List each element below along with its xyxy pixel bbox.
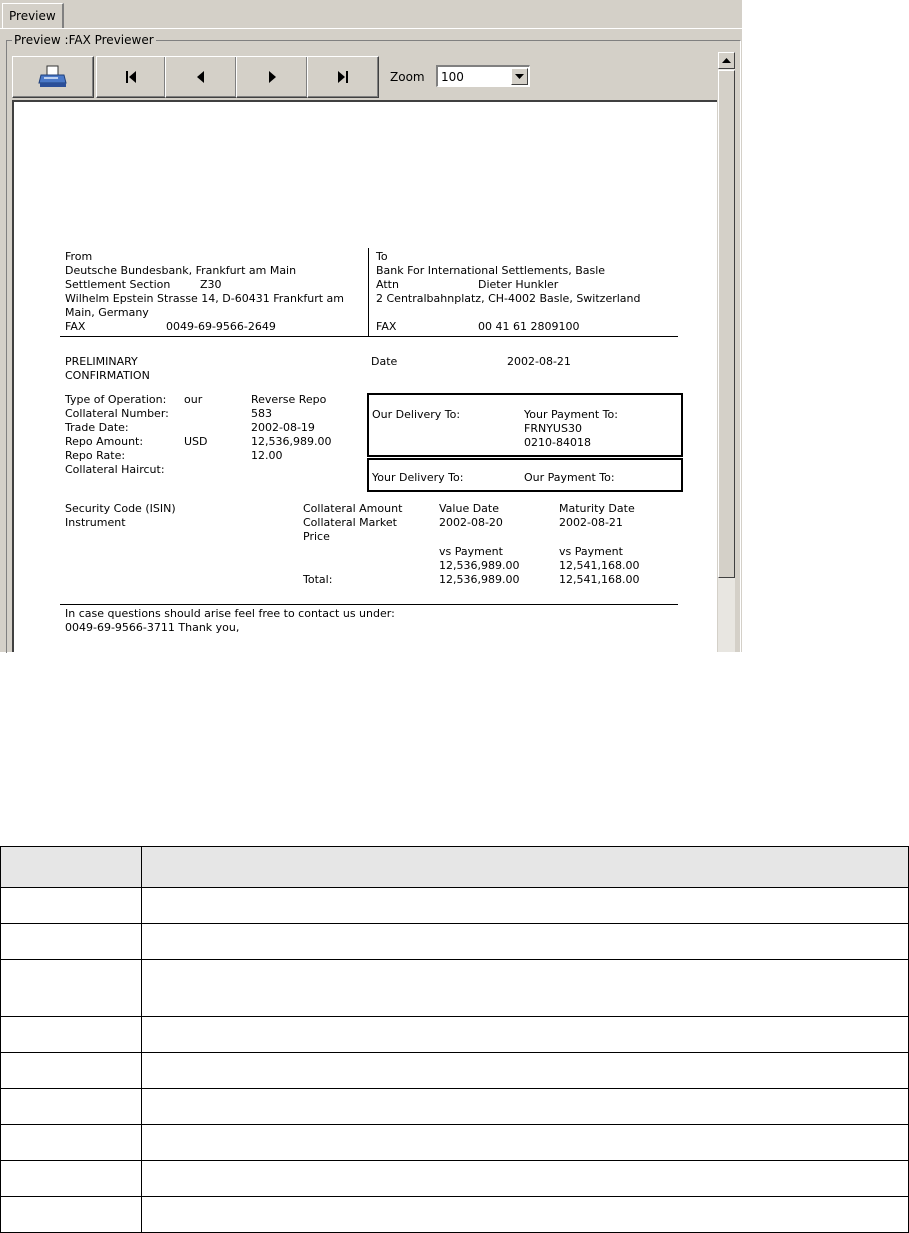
footer-rule <box>60 604 678 605</box>
zoom-dropdown-button[interactable] <box>511 68 528 85</box>
to-heading: To <box>376 250 388 263</box>
chevron-down-icon <box>515 74 524 80</box>
isin-label: Security Code (ISIN) <box>65 502 176 515</box>
from-line1: Deutsche Bundesbank, Frankfurt am Main <box>65 264 297 277</box>
value-date-label: Value Date <box>439 502 499 515</box>
op-sub: our <box>184 393 203 406</box>
skip-last-icon <box>336 70 350 84</box>
table-row <box>1 960 909 1017</box>
vs-payment-2: vs Payment <box>559 545 623 558</box>
payment-line2: 0210-84018 <box>524 436 591 449</box>
tab-strip <box>0 0 742 29</box>
our-delivery-label: Our Delivery To: <box>372 408 461 421</box>
to-fax-label: FAX <box>376 320 397 333</box>
total-1: 12,536,989.00 <box>439 573 520 586</box>
table-row <box>1 1089 909 1125</box>
title-line1: PRELIMINARY <box>65 355 138 368</box>
from-section-value: Z30 <box>200 278 222 291</box>
our-payment-label: Our Payment To: <box>524 471 615 484</box>
header-rule <box>60 336 678 337</box>
value-date: 2002-08-20 <box>439 516 503 529</box>
table-cell <box>142 1017 909 1053</box>
table-cell <box>1 888 142 924</box>
op-label: Type of Operation: <box>65 393 167 406</box>
total-label: Total: <box>303 573 333 586</box>
your-delivery-label: Your Delivery To: <box>372 471 464 484</box>
from-line3: Wilhelm Epstein Strasse 14, D-60431 Frankfurt am <box>65 292 344 305</box>
table-cell <box>142 1161 909 1197</box>
table-cell <box>1 1089 142 1125</box>
skip-first-icon <box>124 70 138 84</box>
arrow-up-icon <box>722 58 731 64</box>
scroll-up-button[interactable] <box>718 52 735 69</box>
trade-label: Trade Date: <box>65 421 129 434</box>
coll-market-label: Collateral Market <box>303 516 397 529</box>
amount-ccy: USD <box>184 435 208 448</box>
total-2: 12,541,168.00 <box>559 573 640 586</box>
footer-line1: In case questions should arise feel free to contact us under: <box>65 607 395 620</box>
table-cell <box>1 1161 142 1197</box>
description-table <box>0 846 909 1233</box>
payment-line1: FRNYUS30 <box>524 422 582 435</box>
to-fax-value: 00 41 61 2809100 <box>478 320 580 333</box>
haircut-label: Collateral Haircut: <box>65 463 165 476</box>
table-row <box>1 1017 909 1053</box>
date-label: Date <box>371 355 398 368</box>
amount-label: Repo Amount: <box>65 435 144 448</box>
table-row <box>1 1053 909 1089</box>
to-line3: 2 Centralbahnplatz, CH-4002 Basle, Switzerland <box>376 292 641 305</box>
trade-value: 2002-08-19 <box>251 421 315 434</box>
arrow-right-icon <box>265 70 279 84</box>
amount-2: 12,541,168.00 <box>559 559 640 572</box>
zoom-value: 100 <box>441 70 464 84</box>
instrument-label: Instrument <box>65 516 126 529</box>
table-row <box>1 1197 909 1233</box>
table-cell <box>142 924 909 960</box>
table-row <box>1 888 909 924</box>
next-page-button[interactable] <box>236 56 308 98</box>
from-fax-label: FAX <box>65 320 86 333</box>
table-cell <box>142 1053 909 1089</box>
table-row <box>1 924 909 960</box>
arrow-left-icon <box>194 70 208 84</box>
table-row <box>1 1125 909 1161</box>
to-line1: Bank For International Settlements, Basle <box>376 264 606 277</box>
zoom-select[interactable] <box>436 65 530 87</box>
to-attn-value: Dieter Hunkler <box>478 278 559 291</box>
table-cell <box>1 924 142 960</box>
date-value: 2002-08-21 <box>507 355 571 368</box>
price-label: Price <box>303 530 330 543</box>
title-line2: CONFIRMATION <box>65 369 150 382</box>
to-attn-label: Attn <box>376 278 399 291</box>
header-cell <box>1 847 142 888</box>
op-value: Reverse Repo <box>251 393 327 406</box>
coll-label: Collateral Number: <box>65 407 169 420</box>
your-payment-label: Your Payment To: <box>524 408 618 421</box>
table-cell <box>1 1125 142 1161</box>
first-page-button[interactable] <box>96 56 166 98</box>
table-row <box>1 1161 909 1197</box>
table-cell <box>1 960 142 1017</box>
header-cell <box>142 847 909 888</box>
previous-page-button[interactable] <box>165 56 237 98</box>
table-cell <box>142 888 909 924</box>
amount-1: 12,536,989.00 <box>439 559 520 572</box>
last-page-button[interactable] <box>307 56 379 98</box>
preview-window <box>0 0 742 652</box>
from-section-label: Settlement Section <box>65 278 171 291</box>
table-cell <box>142 1197 909 1233</box>
maturity-date: 2002-08-21 <box>559 516 623 529</box>
coll-value: 583 <box>251 407 272 420</box>
from-line4: Main, Germany <box>65 306 149 319</box>
from-heading: From <box>65 250 93 263</box>
printer-icon <box>38 65 68 89</box>
vs-payment-1: vs Payment <box>439 545 503 558</box>
table-cell <box>1 1017 142 1053</box>
zoom-label: Zoom <box>390 70 425 84</box>
from-fax-value: 0049-69-9566-2649 <box>166 320 276 333</box>
group-label: Preview :FAX Previewer <box>14 33 154 47</box>
vertical-scrollbar[interactable] <box>718 52 735 652</box>
table-cell <box>142 960 909 1017</box>
table-cell <box>142 1089 909 1125</box>
amount-value: 12,536,989.00 <box>251 435 332 448</box>
tab-preview[interactable]: Preview <box>2 3 64 28</box>
table-cell <box>142 1125 909 1161</box>
preview-toolbar <box>12 56 716 98</box>
maturity-date-label: Maturity Date <box>559 502 635 515</box>
scroll-thumb[interactable] <box>718 70 735 578</box>
rate-label: Repo Rate: <box>65 449 126 462</box>
table-cell <box>1 1053 142 1089</box>
from-to-divider <box>368 248 369 336</box>
table-header-row <box>1 847 909 888</box>
rate-value: 12.00 <box>251 449 283 462</box>
table-cell <box>1 1197 142 1233</box>
footer-line2: 0049-69-9566-3711 Thank you, <box>65 621 240 634</box>
print-button[interactable] <box>12 56 94 98</box>
coll-amount-label: Collateral Amount <box>303 502 403 515</box>
